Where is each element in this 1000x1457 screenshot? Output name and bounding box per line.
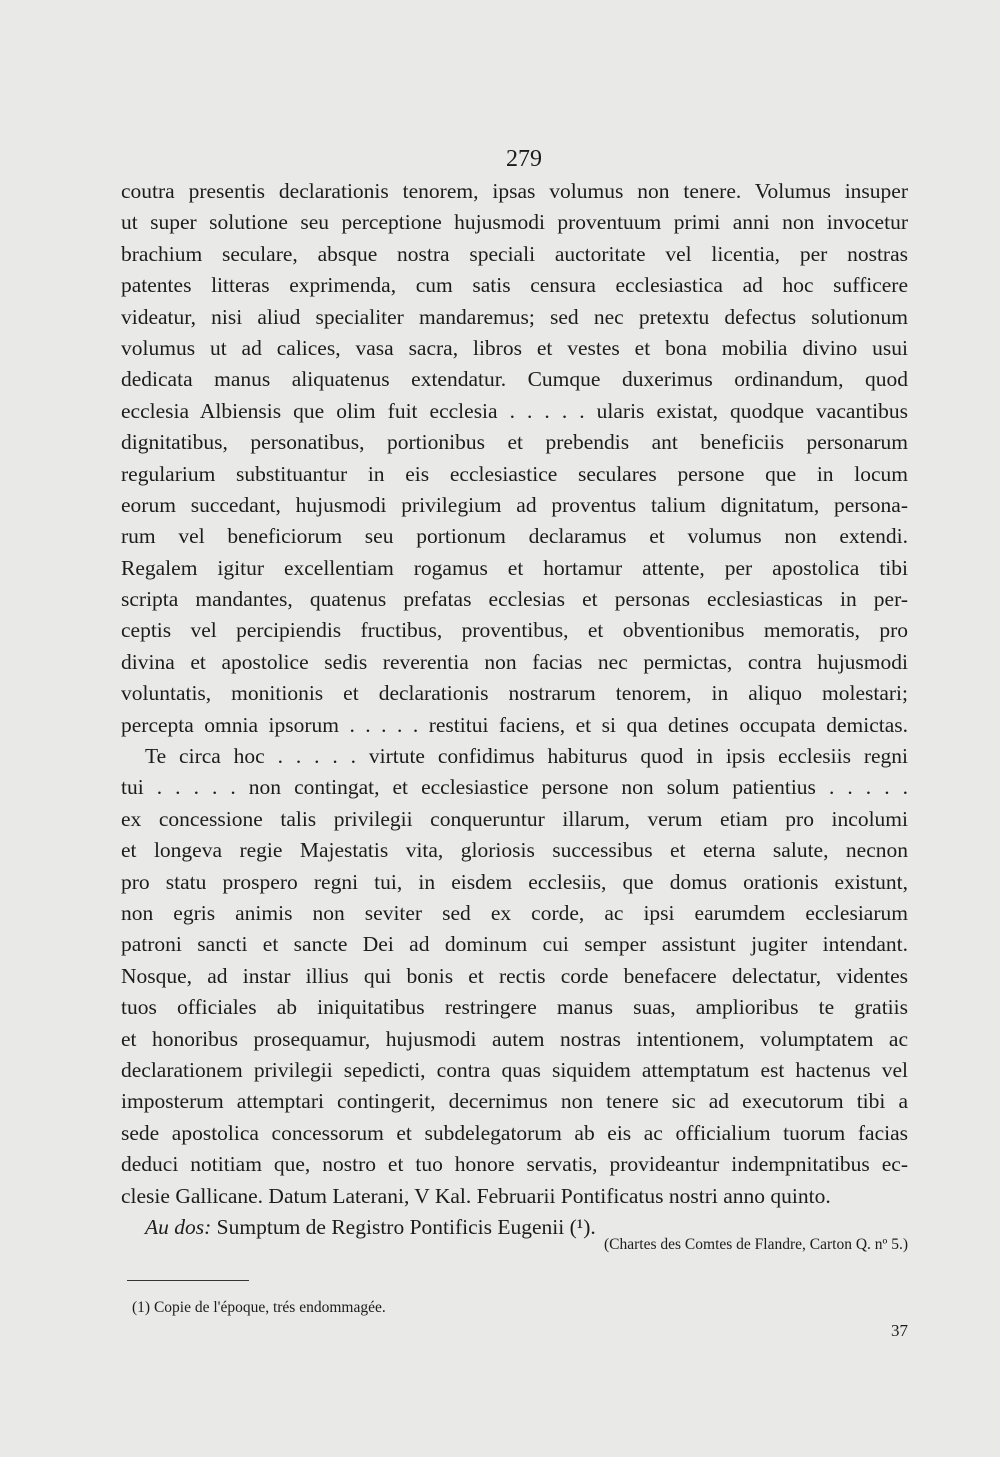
text-line: brachium seculare, absque nostra speciali auctoritate vel licentia, per nostras (121, 241, 908, 266)
text-line: videatur, nisi aliud specialiter mandaremus; sed nec pretextu defectus solutionum (121, 304, 908, 329)
text-line: ceptis vel percipiendis fructibus, proventibus, et obventionibus memoratis, pro (121, 618, 908, 643)
text-line: patroni sancti et sancte Dei ad dominum cui semper assistunt jugiter intendant. (121, 932, 908, 957)
text-line: eorum succedant, hujusmodi privilegium ad proventus talium dignitatum, persona- (121, 492, 908, 517)
footnote-rule (127, 1280, 249, 1281)
body-text (121, 176, 908, 1243)
text-line: Nosque, ad instar illius qui bonis et rectis corde benefacere delectatur, videntes (121, 963, 908, 988)
text-line: et honoribus prosequamur, hujusmodi autem nostras intentionem, volumptatem ac (121, 1026, 908, 1051)
text-line: ecclesia Albiensis que olim fuit ecclesia . . . . . ularis existat, quodque vacantibus (121, 398, 908, 423)
signature-mark: 37 (891, 1321, 908, 1340)
text-line: dignitatibus, personatibus, portionibus et prebendis ant beneficiis personarum (121, 430, 908, 455)
text-line: clesie Gallicane. Datum Laterani, V Kal. Februarii Pontificatus nostri anno quinto. (121, 1183, 831, 1208)
text-line: deduci notitiam que, nostro et tuo honore servatis, provideantur indempnitatibus ec- (121, 1152, 908, 1177)
text-line: volumus ut ad calices, vasa sacra, libros et vestes et bona mobilia divino usui (121, 335, 908, 360)
text-line: ut super solutione seu perceptione hujusmodi proventuum primi anni non invocetur (121, 210, 908, 235)
text-line: scripta mandantes, quatenus prefatas ecclesias et personas ecclesiasticas in per- (121, 587, 908, 612)
text-line: rum vel beneficiorum seu portionum declaramus et volumus non extendi. (121, 524, 908, 549)
text-line: voluntatis, monitionis et declarationis nostrarum tenorem, in aliquo molestari; (121, 681, 908, 706)
text-line: regularium substituantur in eis ecclesiastice seculares persone que in locum (121, 461, 908, 486)
text-line: ex concessione talis privilegii conqueruntur illarum, verum etiam pro incolumi (121, 806, 908, 831)
source-citation: (Chartes des Comtes de Flandre, Carton Q. nº 5.) (604, 1236, 908, 1253)
text-line: patentes litteras exprimenda, cum satis censura ecclesiastica ad hoc sufficere (121, 273, 908, 298)
text-line: imposterum attemptari contingerit, decernimus non tenere sic ad executorum tibi a (121, 1089, 908, 1114)
page-number: 279 (506, 146, 542, 172)
footnote: (1) Copie de l'époque, trés endommagée. (132, 1299, 386, 1316)
text-line: tuos officiales ab iniquitatibus restringere manus suas, amplioribus te gratiis (121, 995, 908, 1020)
text-line: percepta omnia ipsorum . . . . . restitui faciens, et si qua detines occupata demictas. (121, 712, 908, 737)
text-line: dedicata manus aliquatenus extendatur. Cumque duxerimus ordinandum, quod (121, 367, 908, 392)
text-line: divina et apostolice sedis reverentia non facias nec permictas, contra hujusmodi (121, 649, 908, 674)
text-line: pro statu prospero regni tui, in eisdem ecclesiis, que domus orationis existunt, (121, 869, 908, 894)
text-line: sede apostolica concessorum et subdelegatorum ab eis ac officialium tuorum facias (121, 1120, 908, 1145)
text-line: declarationem privilegii sepedicti, contra quas siquidem attemptatum est hactenus vel (121, 1057, 908, 1082)
text-line: et longeva regie Majestatis vita, gloriosis successibus et eterna salute, necnon (121, 838, 908, 863)
text-line: Te circa hoc . . . . . virtute confidimus habiturus quod in ipsis ecclesiis regni (145, 744, 908, 769)
text-line: Regalem igitur excellentiam rogamus et hortamur attente, per apostolica tibi (121, 555, 908, 580)
au-dos-label: Au dos: (145, 1214, 212, 1239)
text-line: tui . . . . . non contingat, et ecclesiastice persone non solum patientius . . . . . (121, 775, 908, 800)
text-line: non egris animis non seviter sed ex corde, ac ipsi earumdem ecclesiarum (121, 900, 908, 925)
au-dos-text: Sumptum de Registro Pontificis Eugenii (¹). (216, 1214, 596, 1239)
text-line: coutra presentis declarationis tenorem, ipsas volumus non tenere. Volumus insuper (121, 179, 908, 203)
